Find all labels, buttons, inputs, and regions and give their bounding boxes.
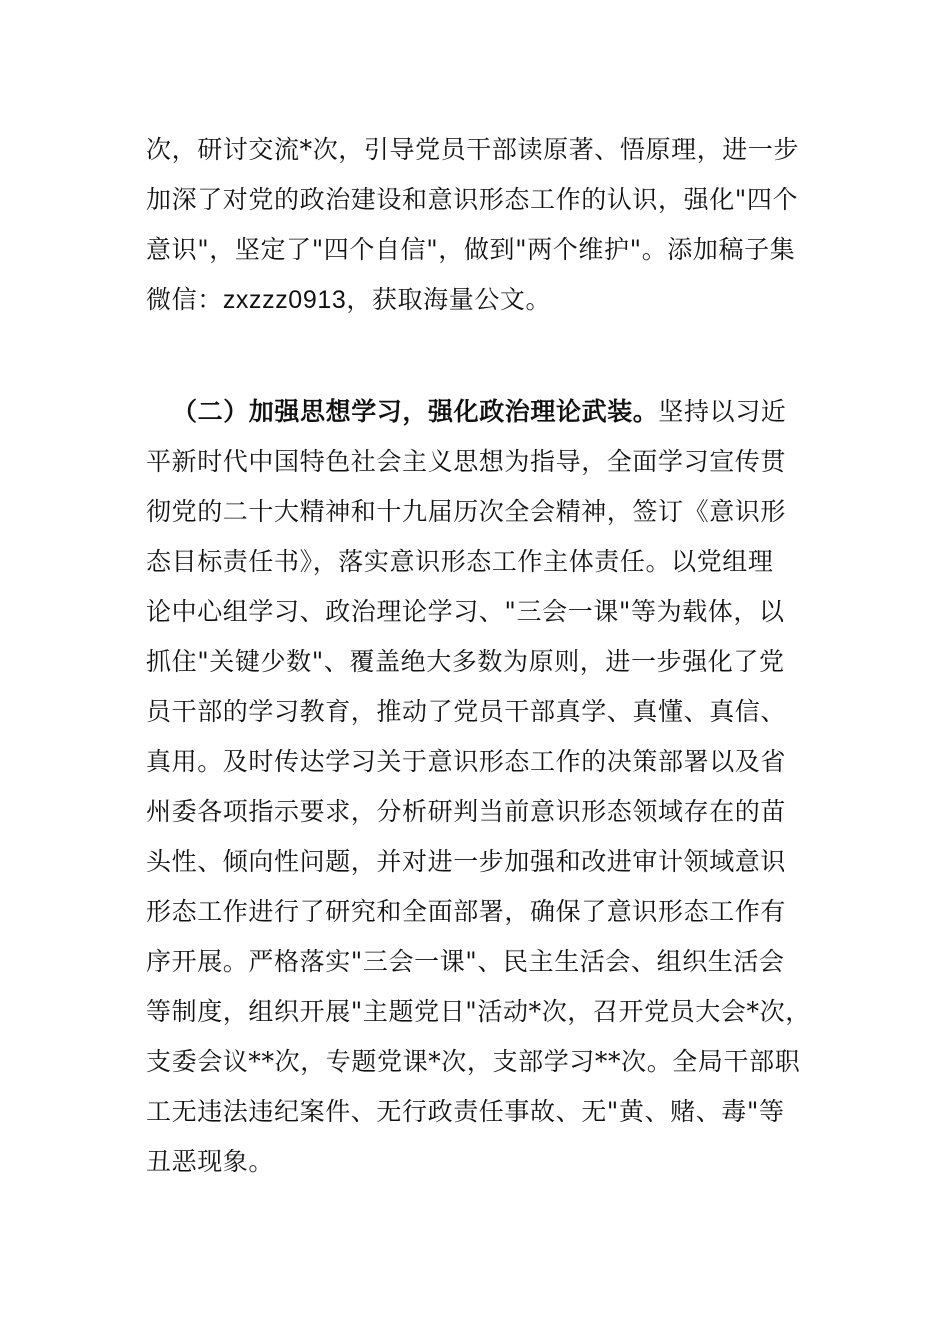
paragraph-line: 加深了对党的政治建设和意识形态工作的认识，强化"四个 — [146, 185, 799, 214]
paragraph-line: 次，研讨交流*次，引导党员干部读原著、悟原理，进一步 — [146, 135, 800, 164]
paragraph-line: 州委各项指示要求，分析研判当前意识形态领域存在的苗 — [146, 797, 787, 826]
paragraph-line: 抓住"关键少数"、覆盖绝大多数为原则，进一步强化了党 — [146, 647, 785, 676]
paragraph-line: 彻党的二十大精神和十九届历次全会精神，签订《意识形 — [146, 497, 787, 526]
paragraph-line: 支委会议**次，专题党课*次，支部学习**次。全局干部职 — [146, 1047, 801, 1076]
section-heading-line — [172, 392, 832, 432]
paragraph-line: 头性、倾向性问题，并对进一步加强和改进审计领域意识 — [146, 847, 787, 876]
paragraph-line: 工无违法违纪案件、无行政责任事故、无"黄、赌、毒"等 — [146, 1097, 785, 1126]
paragraph-line: 意识"，坚定了"四个自信"，做到"两个维护"。添加稿子集 — [146, 235, 796, 264]
paragraph-line: 形态工作进行了研究和全面部署，确保了意识形态工作有 — [146, 897, 787, 926]
paragraph-line: 平新时代中国特色社会主义思想为指导，全面学习宣传贯 — [146, 447, 787, 476]
paragraph-line: 等制度，组织开展"主题党日"活动*次，召开党员大会*次， — [146, 997, 811, 1026]
section-heading: （二）加强思想学习，强化政治理论武装。 — [172, 397, 659, 426]
wechat-label: 微信： — [146, 285, 223, 314]
paragraph-tail: ，获取海量公文。 — [346, 285, 552, 314]
paragraph-line: 丑恶现象。 — [146, 1147, 275, 1176]
paragraph-line: 员干部的学习教育，推动了党员干部真学、真懂、真信、 — [146, 697, 787, 726]
paragraph-line-start: 坚持以习近 — [658, 397, 787, 426]
paragraph-line: 真用。及时传达学习关于意识形态工作的决策部署以及省 — [146, 747, 787, 776]
paragraph-line: 态目标责任书》，落实意识形态工作主体责任。以党组理 — [146, 547, 774, 576]
wechat-id: zxzzz0913 — [222, 286, 347, 314]
paragraph-line: 序开展。严格落实"三会一课"、民主生活会、组织生活会 — [146, 947, 785, 976]
paragraph-line — [146, 280, 826, 320]
paragraph-line: 论中心组学习、政治理论学习、"三会一课"等为载体，以 — [146, 597, 785, 626]
